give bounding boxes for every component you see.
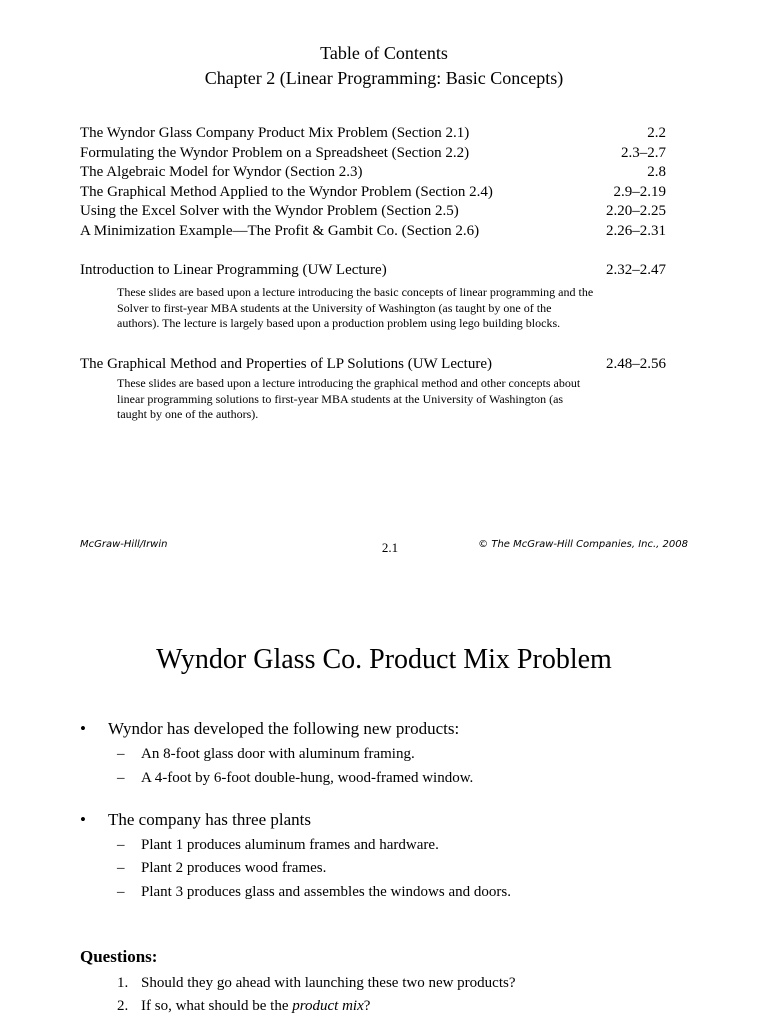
description-line: Solver to first-year MBA students at the University of Washington (as taught by one of the	[117, 300, 552, 315]
toc-entry-pages: 2.2	[647, 125, 666, 141]
footer-copyright: © The McGraw-Hill Companies, Inc., 2008	[478, 539, 688, 550]
footer-page-number: 2.1	[381, 540, 399, 555]
description-line: These slides are based upon a lecture introducing the basic concepts of linear programming and the	[117, 285, 594, 299]
toc-entry-pages: 2.9–2.19	[613, 184, 666, 200]
footer-publisher: McGraw-Hill/Irwin	[80, 539, 168, 550]
dash-symbol: –	[117, 884, 125, 900]
dash-symbol: –	[117, 837, 125, 853]
toc-entry-pages: 2.3–2.7	[621, 145, 666, 161]
toc-entry-title: The Wyndor Glass Company Product Mix Problem (Section 2.1)	[80, 125, 470, 141]
toc-entry-title: The Graphical Method Applied to the Wyndor Problem (Section 2.4)	[80, 184, 493, 200]
question-emphasis: product mix	[292, 998, 364, 1014]
description-line: taught by one of the authors).	[117, 407, 259, 421]
question-text-part: If so, what should be the	[141, 998, 293, 1014]
bullet-symbol: •	[80, 719, 86, 738]
toc-entry-title: Introduction to Linear Programming (UW Lecture)	[80, 262, 387, 278]
question-number: 1.	[117, 975, 129, 991]
description-line: These slides are based upon a lecture introducing the graphical method and other concepts about	[117, 376, 581, 390]
question-text: Should they go ahead with launching these two new products?	[141, 975, 516, 991]
toc-subtitle: Chapter 2 (Linear Programming: Basic Concepts)	[204, 68, 564, 88]
description-line: linear programming solutions to first-year MBA students at the University of Washington (as	[117, 391, 564, 406]
bullet-symbol: •	[80, 810, 86, 829]
dash-symbol: –	[117, 860, 125, 876]
description-line: authors). The lecture is largely based upon a production problem using lego building blocks.	[117, 316, 561, 330]
toc-entry-pages: 2.20–2.25	[606, 203, 666, 219]
question-number: 2.	[117, 998, 129, 1014]
sub-bullet-text: A 4-foot by 6-foot double-hung, wood-framed window.	[141, 770, 474, 786]
question-text	[141, 996, 370, 1016]
slide-title: Wyndor Glass Co. Product Mix Problem	[156, 644, 612, 675]
bullet-text: Wyndor has developed the following new products:	[108, 719, 460, 738]
toc-entry-pages: 2.32–2.47	[606, 262, 666, 278]
sub-bullet-text: Plant 1 produces aluminum frames and hardware.	[141, 837, 439, 853]
lecture-description	[117, 376, 692, 423]
questions-heading: Questions:	[80, 947, 158, 966]
question-text-part: ?	[363, 998, 371, 1014]
sub-bullet-text: Plant 2 produces wood frames.	[141, 860, 327, 876]
toc-entry-title: The Graphical Method and Properties of LP Solutions (UW Lecture)	[80, 356, 492, 372]
toc-entry-title: The Algebraic Model for Wyndor (Section 2.3)	[80, 164, 363, 180]
sub-bullet-text: An 8-foot glass door with aluminum framing.	[141, 746, 415, 762]
lecture-description	[117, 285, 692, 332]
toc-entry-title: A Minimization Example—The Profit & Gambit Co. (Section 2.6)	[80, 223, 480, 239]
bullet-text: The company has three plants	[108, 810, 311, 829]
dash-symbol: –	[117, 746, 125, 762]
toc-entry-pages: 2.26–2.31	[606, 223, 666, 239]
toc-entry-pages: 2.48–2.56	[606, 356, 666, 372]
toc-entry-title: Formulating the Wyndor Problem on a Spreadsheet (Section 2.2)	[80, 145, 470, 161]
toc-entry-title: Using the Excel Solver with the Wyndor Problem (Section 2.5)	[80, 203, 459, 219]
sub-bullet-text: Plant 3 produces glass and assembles the windows and doors.	[141, 884, 511, 900]
toc-title: Table of Contents	[320, 43, 448, 63]
toc-entry-pages: 2.8	[647, 164, 666, 180]
dash-symbol: –	[117, 770, 125, 786]
